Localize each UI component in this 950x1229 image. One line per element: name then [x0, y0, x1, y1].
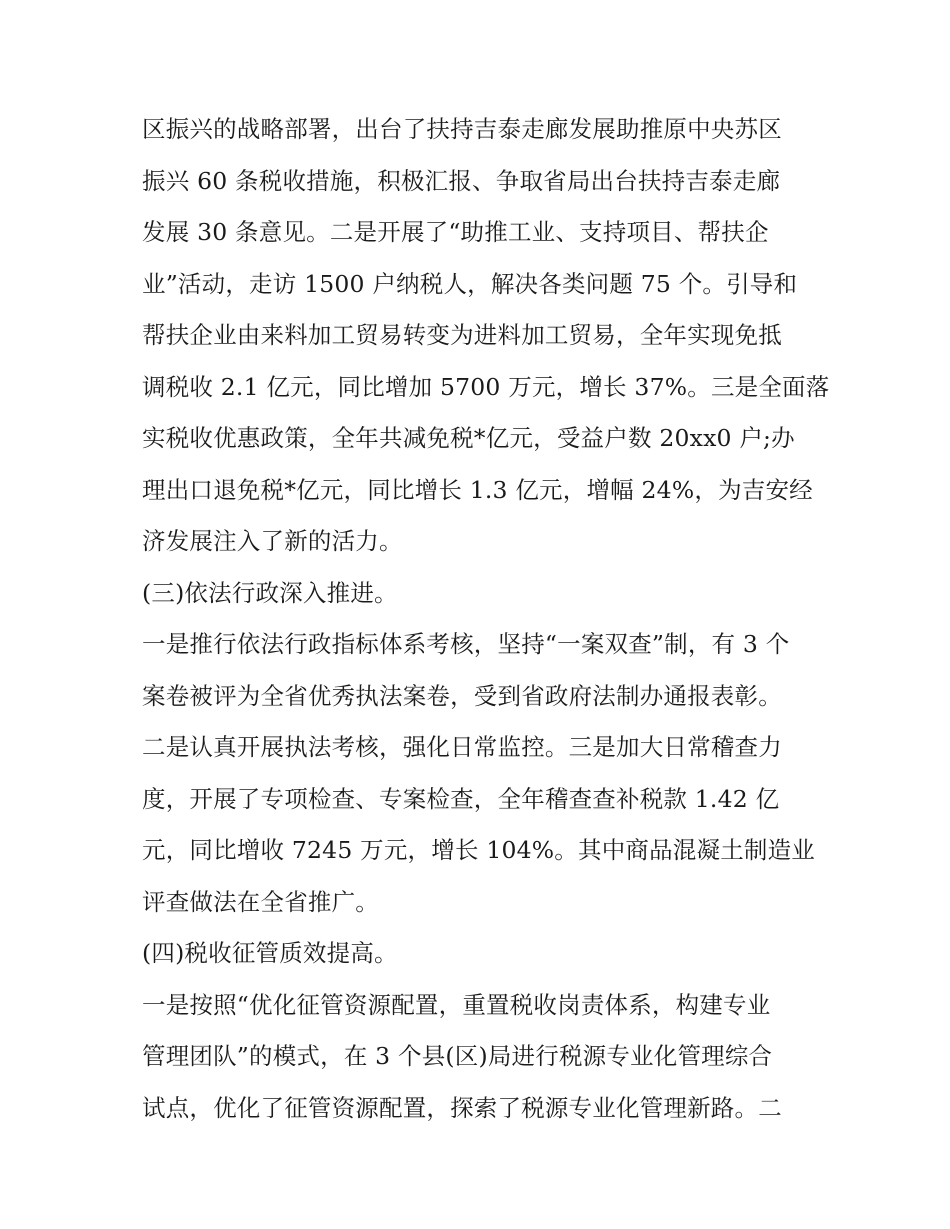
- text-line: 一是按照“优化征管资源配置，重置税收岗责体系，构建专业: [142, 990, 771, 1019]
- text-line: 业”活动，走访 1500 户纳税人，解决各类问题 75 个。引导和: [142, 269, 798, 298]
- document-body: [142, 104, 830, 1134]
- text-line: 元，同比增收 7245 万元，增长 104%。其中商品混凝土制造业: [142, 836, 815, 864]
- text-line: 济发展注入了新的活力。: [142, 527, 403, 555]
- text-line: 发展 30 条意见。二是开展了“助推工业、支持项目、帮扶企: [142, 218, 769, 246]
- text-line: 评查做法在全省推广。: [142, 887, 379, 916]
- text-line: 二是认真开展执法考核，强化日常监控。三是加大日常稽查力: [142, 733, 782, 761]
- text-line: 理出口退免税*亿元，同比增长 1.3 亿元，增幅 24%，为吉安经: [142, 475, 813, 504]
- text-line: 振兴 60 条税收措施，积极汇报、争取省局出台扶持吉泰走廊: [142, 166, 781, 195]
- text-line: 案卷被评为全省优秀执法案卷，受到省政府法制办通报表彰。: [142, 681, 782, 710]
- text-line: 试点，优化了征管资源配置，探索了税源专业化管理新路。二: [142, 1093, 782, 1122]
- text-line: 调税收 2.1 亿元，同比增加 5700 万元，增长 37%。三是全面落: [142, 372, 830, 401]
- text-line: 区振兴的战略部署，出台了扶持吉泰走廊发展助推原中央苏区: [142, 115, 782, 143]
- text-line: 度，开展了专项检查、专案检查，全年稽查查补税款 1.42 亿: [142, 784, 780, 813]
- text-line: 管理团队”的模式，在 3 个县(区)局进行税源专业化管理综合: [142, 1042, 773, 1070]
- section-heading: (三)依法行政深入推进。: [142, 578, 398, 607]
- text-line: 一是推行依法行政指标体系考核，坚持“一案双查”制，有 3 个: [142, 630, 790, 658]
- text-line: 实税收优惠政策，全年共减免税*亿元，受益户数 20xx0 户;办: [142, 424, 795, 452]
- section-heading: (四)税收征管质效提高。: [142, 939, 398, 967]
- text-line: 帮扶企业由来料加工贸易转变为进料加工贸易，全年实现免抵: [142, 321, 782, 349]
